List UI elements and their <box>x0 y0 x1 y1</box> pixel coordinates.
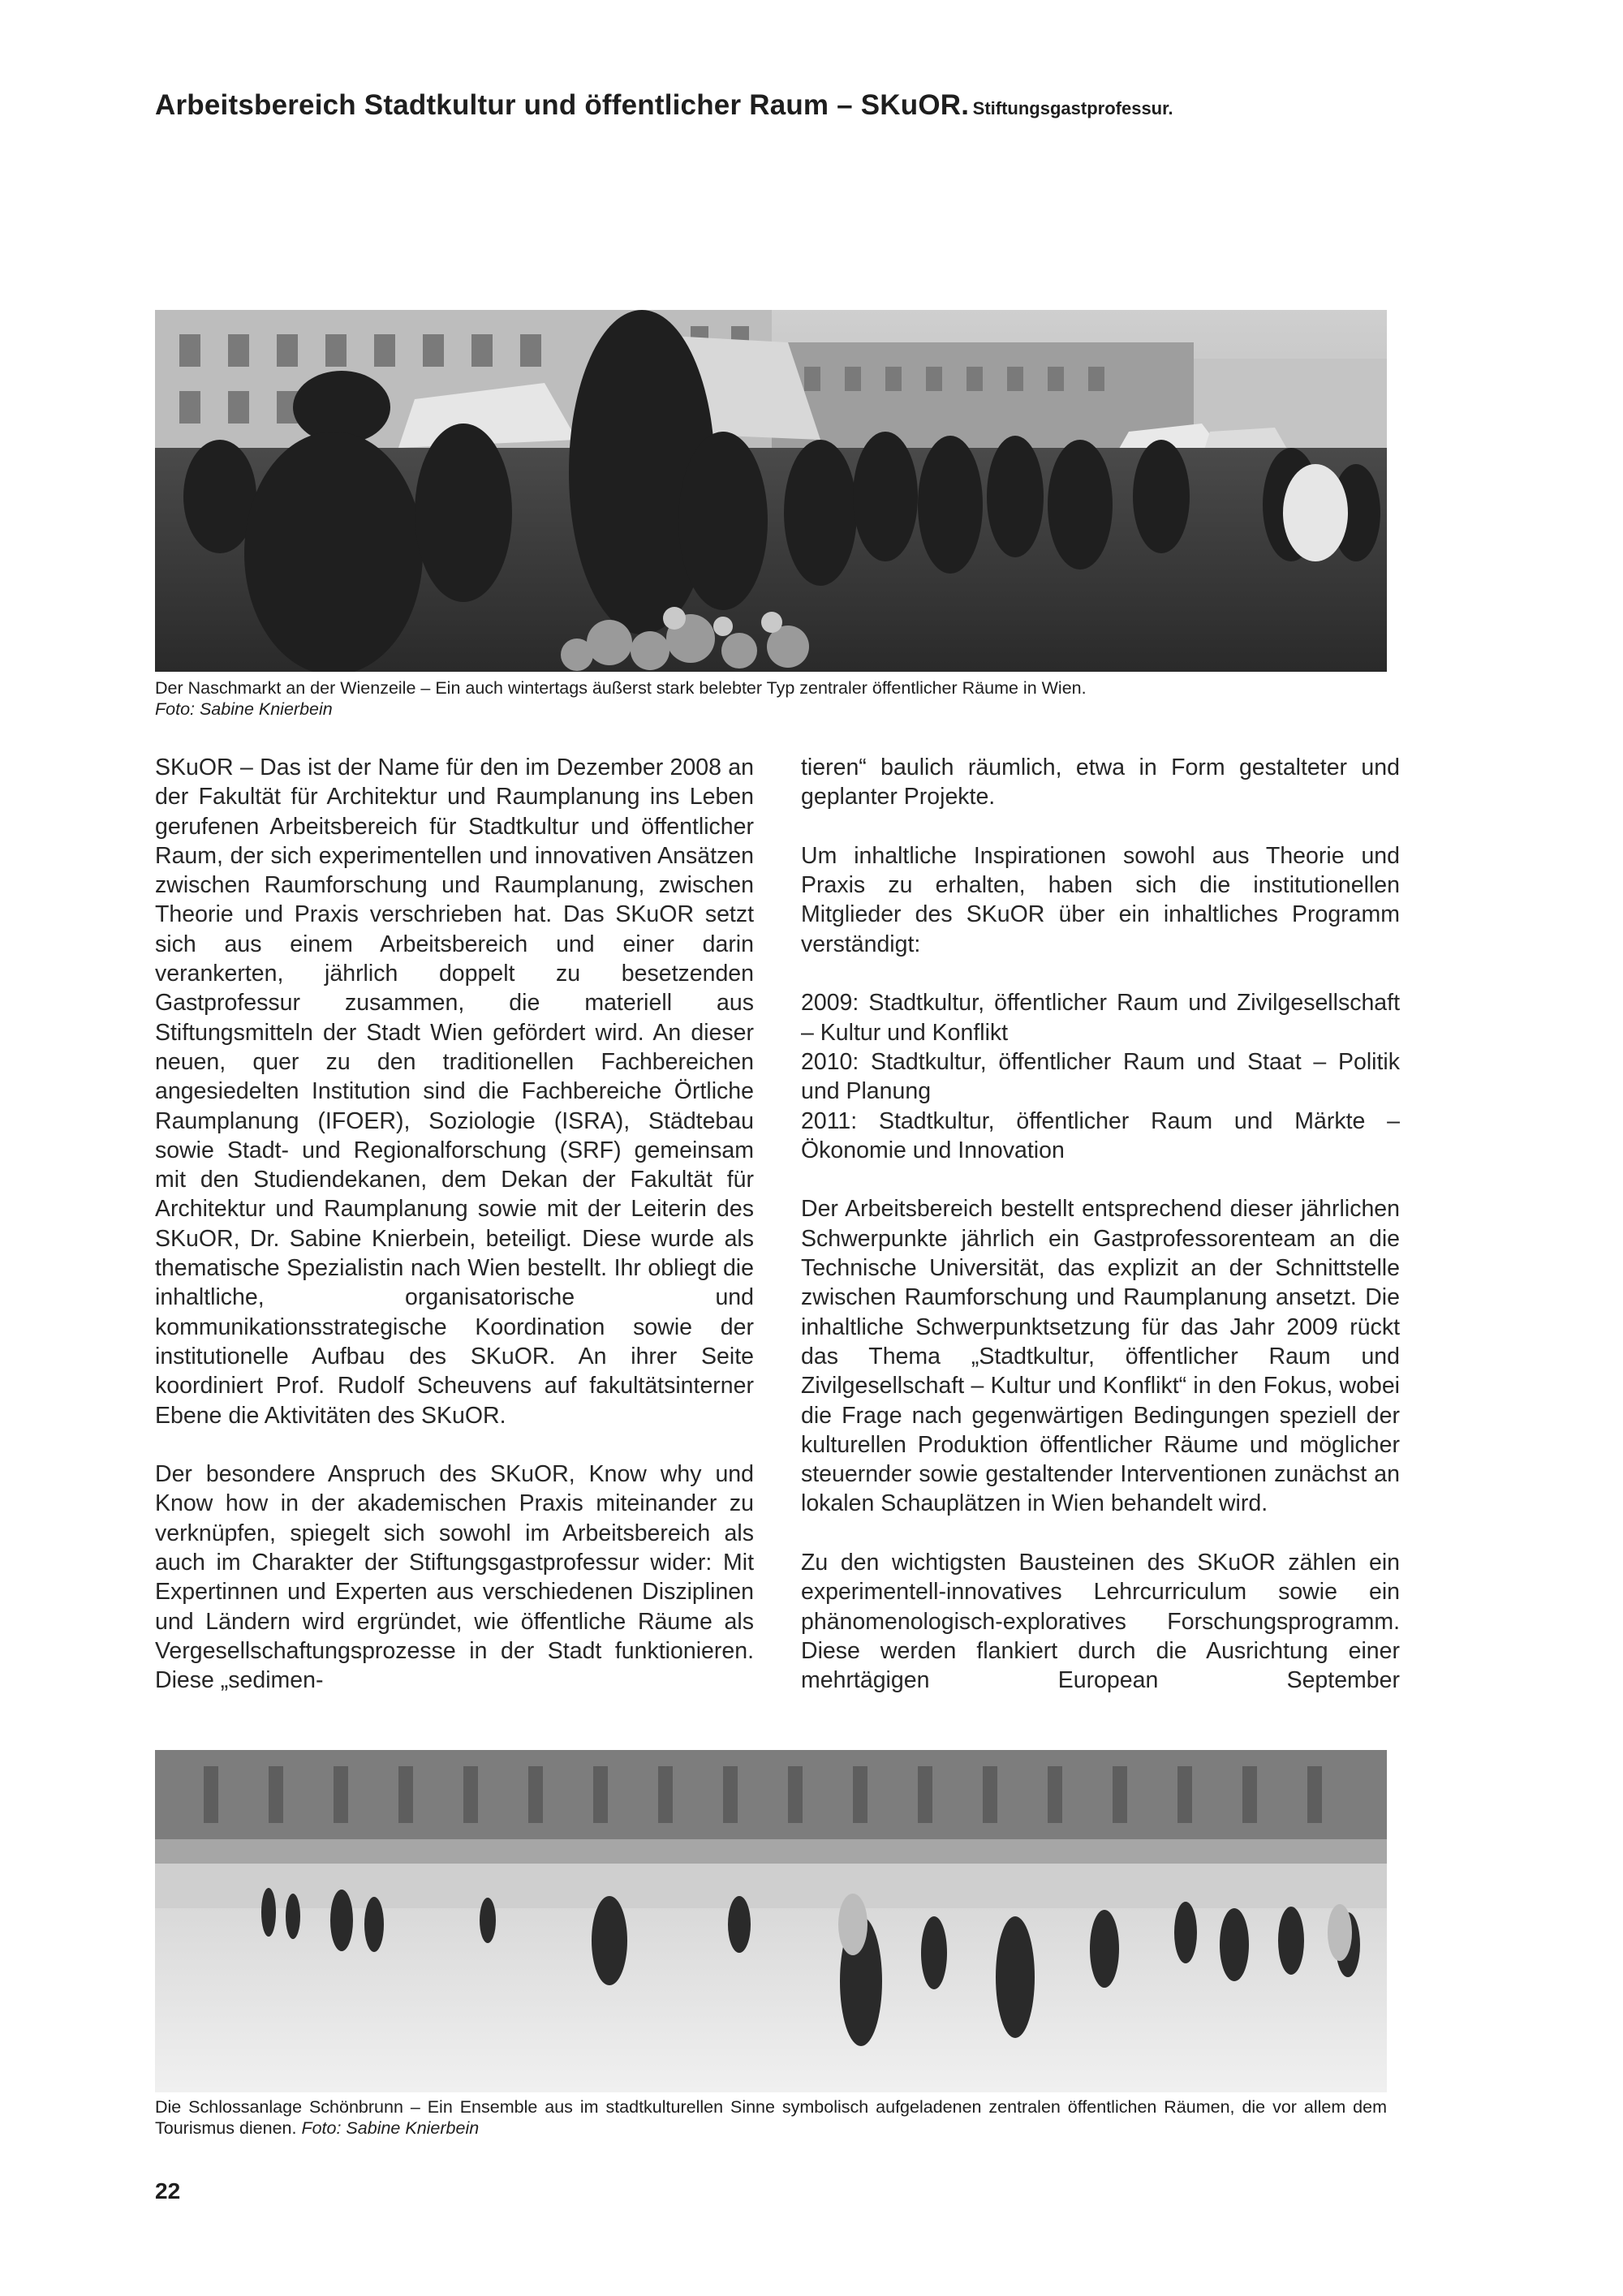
program-item: 2011: Stadtkultur, öffentlicher Raum und Märkte – Ökonomie und Innovation <box>801 1107 1400 1163</box>
caption-text: Die Schlossanlage Schönbrunn – Ein Ensemble aus im stadtkulturellen Sinne symbolisch aufgeladenen zentralen öffentlichen Räumen, die vor allem dem Tourismus dienen. <box>155 2097 1387 2138</box>
left-column <box>155 753 754 1725</box>
header-title: Arbeitsbereich Stadtkultur und öffentlicher Raum – SKuOR. <box>155 89 970 121</box>
program-item: 2009: Stadtkultur, öffentlicher Raum und Zivilgesellschaft – Kultur und Konflikt <box>801 990 1400 1046</box>
schoenbrunn-photo-graphic <box>155 1750 1387 2092</box>
paragraph: SKuOR – Das ist der Name für den im Dezember 2008 an der Fakultät für Architektur und Raumplanung ins Leben gerufenen Arbeitsbereich für Stadtkultur und öffentlicher Raum, der sich experimentellen und innovativen Ansätzen zwischen Raumforschung und Raumplanung, zwischen Theorie und Praxis verschrieben hat. Das SKuOR setzt sich aus einem Arbeitsbereich und einer darin verankerten, jährlich doppelt zu besetzenden Gastprofessur zusammen, die materiell aus Stiftungsmitteln der Stadt Wien gefördert wird. An dieser neuen, quer zu den traditionellen Fachbereichen angesiedelten Institution sind die Fachbereiche Örtliche Raumplanung (IFOER), Soziologie (ISRA), Städtebau sowie Stadt- und Regionalforschung (SRF) gemeinsam mit den Studiendekanen, dem Dekan der Fakultät für Architektur und Raumplanung sowie mit der Leiterin des SKuOR, Dr. Sabine Knierbein, beteiligt. Diese wurde als thematische Spezialistin nach Wien bestellt. Ihr obliegt die inhaltliche, organisatorische und kommunikationsstrategische Koordination sowie der institutionelle Aufbau des SKuOR. An ihrer Seite koordiniert Prof. Rudolf Scheuvens auf fakultätsinterner Ebene die Aktivitäten des SKuOR. <box>155 755 754 1429</box>
caption-schoenbrunn <box>155 2096 1387 2139</box>
paragraph: Um inhaltliche Inspirationen sowohl aus Theorie und Praxis zu erhalten, haben sich die institutionellen Mitglieder des SKuOR über ein inhaltliches Programm verständigt: <box>801 842 1400 957</box>
photo-credit: Foto: Sabine Knierbein <box>155 699 333 719</box>
naschmarkt-photo <box>155 310 1387 672</box>
right-column <box>801 753 1400 1725</box>
program-item: 2010: Stadtkultur, öffentlicher Raum und Staat – Politik und Planung <box>801 1048 1400 1105</box>
page-number: 22 <box>155 2178 181 2204</box>
paragraph: Der besondere Anspruch des SKuOR, Know why und Know how in der akademischen Praxis miteinander zu verknüpfen, spiegelt sich sowohl im Arbeitsbereich als auch im Charakter der Stiftungsgastprofessur wider: Mit Expertinnen und Experten aus verschiedenen Disziplinen und Ländern wird ergründet, wie öffentliche Räume als Vergesellschaftungsprozesse in der Stadt funktionieren. Diese „sedimen- <box>155 1461 754 1694</box>
page-header <box>155 89 1388 122</box>
caption-naschmarkt <box>155 677 1387 720</box>
header-subtitle: Stiftungsgastprofessur. <box>972 98 1173 118</box>
paragraph: Der Arbeitsbereich bestellt entsprechend dieser jährlichen Schwerpunkte jährlich ein Gastprofessorenteam an die Technische Universität, das explizit an der Schnittstelle zwischen Raumforschung und Raumplanung ansetzt. Die inhaltliche Schwerpunktsetzung für das Jahr 2009 rückt das Thema „Stadtkultur, öffentlicher Raum und Zivilgesellschaft – Kultur und Konflikt“ in den Fokus, wobei die Frage nach gegenwärtigen Bedingungen speziell der kulturellen Produktion öffentlicher Räume und möglicher steuernder sowie gestaltender Interventionen zunächst an lokalen Schauplätzen in Wien behandelt wird. <box>801 1196 1400 1517</box>
naschmarkt-photo-graphic <box>155 310 1387 672</box>
photo-credit: Foto: Sabine Knierbein <box>301 2118 480 2138</box>
paragraph: Zu den wichtigsten Bausteinen des SKuOR zählen ein experimentell-innovatives Lehrcurriculum sowie ein phänomenologisch-exploratives Forschungsprogramm. Diese werden flankiert durch die Ausrichtung einer mehrtägigen European September <box>801 1550 1400 1694</box>
paragraph: tieren“ baulich räumlich, etwa in Form gestalteter und geplanter Projekte. <box>801 755 1400 810</box>
caption-text: Der Naschmarkt an der Wienzeile – Ein auch wintertags äußerst stark belebter Typ zentraler öffentlicher Räume in Wien. <box>155 678 1087 698</box>
schoenbrunn-photo <box>155 1750 1387 2092</box>
